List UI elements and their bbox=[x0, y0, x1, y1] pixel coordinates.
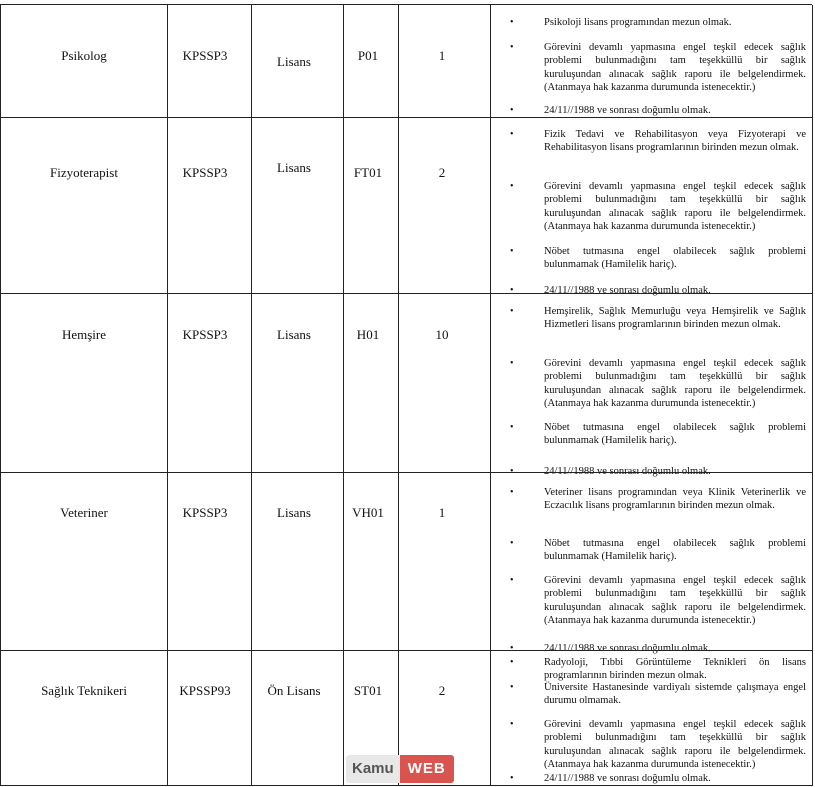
column-divider bbox=[343, 118, 344, 294]
requirement-text: Nöbet tutmasına engel olabilecek sağlık problemi bulunmamak (Hamilelik hariç). bbox=[544, 538, 806, 563]
column-divider bbox=[812, 294, 813, 473]
column-divider bbox=[251, 294, 252, 473]
cell-kadro-adedi: 10 bbox=[435, 327, 449, 342]
requirement-text: Görevini devamlı yapmasına engel teşkil edecek sağlık problemi bulunmadığını tam teşekküllü bir sağlık kuruluşundan alınacak sağlık raporu ile belgelendirmek. (Atanmaya hak kazanma durumunda istenecektir.) bbox=[544, 181, 806, 232]
column-divider bbox=[812, 5, 813, 118]
table-row bbox=[0, 293, 812, 477]
cell-ilan-kodu: ST01 bbox=[353, 683, 383, 698]
column-divider bbox=[0, 651, 1, 786]
column-divider bbox=[251, 118, 252, 294]
cell-kadro-adedi: 1 bbox=[438, 48, 446, 63]
column-divider bbox=[490, 5, 491, 118]
requirement-text: Görevini devamlı yapmasına engel teşkil edecek sağlık problemi bulunmadığını tam teşekküllü bir sağlık kuruluşundan alınacak sağlık raporu ile belgelendirmek. (Atanmaya hak kazanma durumunda istenecektir.) bbox=[544, 575, 806, 626]
column-divider bbox=[0, 473, 1, 651]
table-row bbox=[0, 472, 812, 654]
cell-ilan-kodu: H01 bbox=[356, 327, 380, 342]
column-divider bbox=[251, 651, 252, 786]
column-divider bbox=[167, 651, 168, 786]
cell-unvan: Psikolog bbox=[61, 48, 107, 63]
column-divider bbox=[343, 294, 344, 473]
column-divider bbox=[490, 294, 491, 473]
cell-kadro-adedi: 2 bbox=[438, 683, 446, 698]
watermark-web: WEB bbox=[400, 755, 454, 783]
requirement-text: Fizik Tedavi ve Rehabilitasyon veya Fizyoterapi ve Rehabilitasyon lisans programlarının birinden mezun olmak. bbox=[544, 129, 806, 154]
column-divider bbox=[167, 118, 168, 294]
column-divider bbox=[251, 5, 252, 118]
requirement-text: Görevini devamlı yapmasına engel teşkil edecek sağlık problemi bulunmadığını tam teşekküllü bir sağlık kuruluşundan alınacak sağlık raporu ile belgelendirmek. (Atanmaya hak kazanma durumunda istenecektir.) bbox=[544, 719, 806, 770]
column-divider bbox=[490, 473, 491, 651]
cell-ilan-kodu: FT01 bbox=[353, 165, 383, 180]
requirement-text: 24/11//1988 ve sonrası doğumlu olmak. bbox=[544, 773, 711, 784]
column-divider bbox=[490, 118, 491, 294]
cell-ogrenim-duzeyi: Lisans bbox=[277, 327, 311, 342]
cell-ilan-kodu: P01 bbox=[357, 48, 379, 63]
requirement-text: 24/11//1988 ve sonrası doğumlu olmak. bbox=[544, 466, 711, 477]
column-divider bbox=[0, 118, 1, 294]
cell-kadro-adedi: 2 bbox=[438, 165, 446, 180]
column-divider bbox=[343, 473, 344, 651]
cell-ogrenim-duzeyi: Lisans bbox=[277, 54, 311, 69]
requirement-text: Görevini devamlı yapmasına engel teşkil edecek sağlık problemi bulunmadığını tam teşekküllü bir sağlık kuruluşundan alınacak sağlık raporu ile belgelendirmek. (Atanmaya hak kazanma durumunda istenecektir.) bbox=[544, 42, 806, 93]
requirement-text: Radyoloji, Tıbbi Görüntüleme Teknikleri ön lisans programlarının birinden mezun olmak. bbox=[544, 657, 806, 682]
column-divider bbox=[398, 294, 399, 473]
cell-sinav-turu: KPSSP3 bbox=[182, 505, 228, 520]
cell-sinav-turu: KPSSP3 bbox=[182, 165, 228, 180]
requirement-text: Görevini devamlı yapmasına engel teşkil edecek sağlık problemi bulunmadığını tam teşekküllü bir sağlık kuruluşundan alınacak sağlık raporu ile belgelendirmek. (Atanmaya hak kazanma durumunda istenecektir.) bbox=[544, 358, 806, 409]
requirement-text: Psikoloji lisans programından mezun olmak. bbox=[544, 17, 732, 28]
cell-unvan: Sağlık Teknikeri bbox=[41, 683, 127, 698]
cell-unvan: Hemşire bbox=[61, 327, 107, 342]
requirement-text: Nöbet tutmasına engel olabilecek sağlık problemi bulunmamak (Hamilelik hariç). bbox=[544, 422, 806, 447]
column-divider bbox=[398, 118, 399, 294]
column-divider bbox=[398, 473, 399, 651]
cell-unvan: Fizyoterapist bbox=[50, 165, 118, 180]
cell-ogrenim-duzeyi: Lisans bbox=[277, 505, 311, 520]
requirement-text: Üniversite Hastanesinde vardiyalı sistemde çalışmaya engel durumu olmamak. bbox=[544, 682, 806, 707]
column-divider bbox=[343, 651, 344, 786]
kamuweb-watermark-logo bbox=[346, 755, 464, 783]
column-divider bbox=[812, 651, 813, 786]
requirement-text: 24/11//1988 ve sonrası doğumlu olmak. bbox=[544, 643, 711, 654]
cell-ogrenim-duzeyi: Lisans bbox=[277, 160, 311, 175]
cell-sinav-turu: KPSSP3 bbox=[182, 327, 228, 342]
table-bottom-border bbox=[0, 785, 812, 786]
cell-sinav-turu: KPSSP3 bbox=[182, 48, 228, 63]
column-divider bbox=[490, 651, 491, 786]
table-row bbox=[0, 117, 812, 294]
column-divider bbox=[812, 473, 813, 651]
cell-unvan: Veteriner bbox=[60, 505, 108, 520]
column-divider bbox=[167, 294, 168, 473]
cell-ilan-kodu: VH01 bbox=[352, 505, 384, 520]
watermark-kamu: Kamu bbox=[346, 755, 400, 783]
column-divider bbox=[251, 473, 252, 651]
cell-kadro-adedi: 1 bbox=[438, 505, 446, 520]
column-divider bbox=[167, 5, 168, 118]
column-divider bbox=[0, 294, 1, 473]
requirement-text: Veteriner lisans programından veya Klinik Veterinerlik ve Eczacılık lisans programlarının birinden mezun olmak. bbox=[544, 487, 806, 512]
cell-sinav-turu: KPSSP93 bbox=[179, 683, 231, 698]
table-row bbox=[0, 4, 812, 118]
column-divider bbox=[398, 5, 399, 118]
column-divider bbox=[0, 5, 1, 118]
requirement-text: 24/11//1988 ve sonrası doğumlu olmak. bbox=[544, 285, 711, 296]
cell-ogrenim-duzeyi: Ön Lisans bbox=[267, 683, 321, 698]
requirement-text: Nöbet tutmasına engel olabilecek sağlık problemi bulunmamak (Hamilelik hariç). bbox=[544, 246, 806, 271]
requirement-text: 24/11//1988 ve sonrası doğumlu olmak. bbox=[544, 105, 711, 116]
column-divider bbox=[812, 118, 813, 294]
requirement-text: Hemşirelik, Sağlık Memurluğu veya Hemşirelik ve Sağlık Hizmetleri lisans programlarının birinden mezun olmak. bbox=[544, 306, 806, 331]
column-divider bbox=[167, 473, 168, 651]
column-divider bbox=[343, 5, 344, 118]
